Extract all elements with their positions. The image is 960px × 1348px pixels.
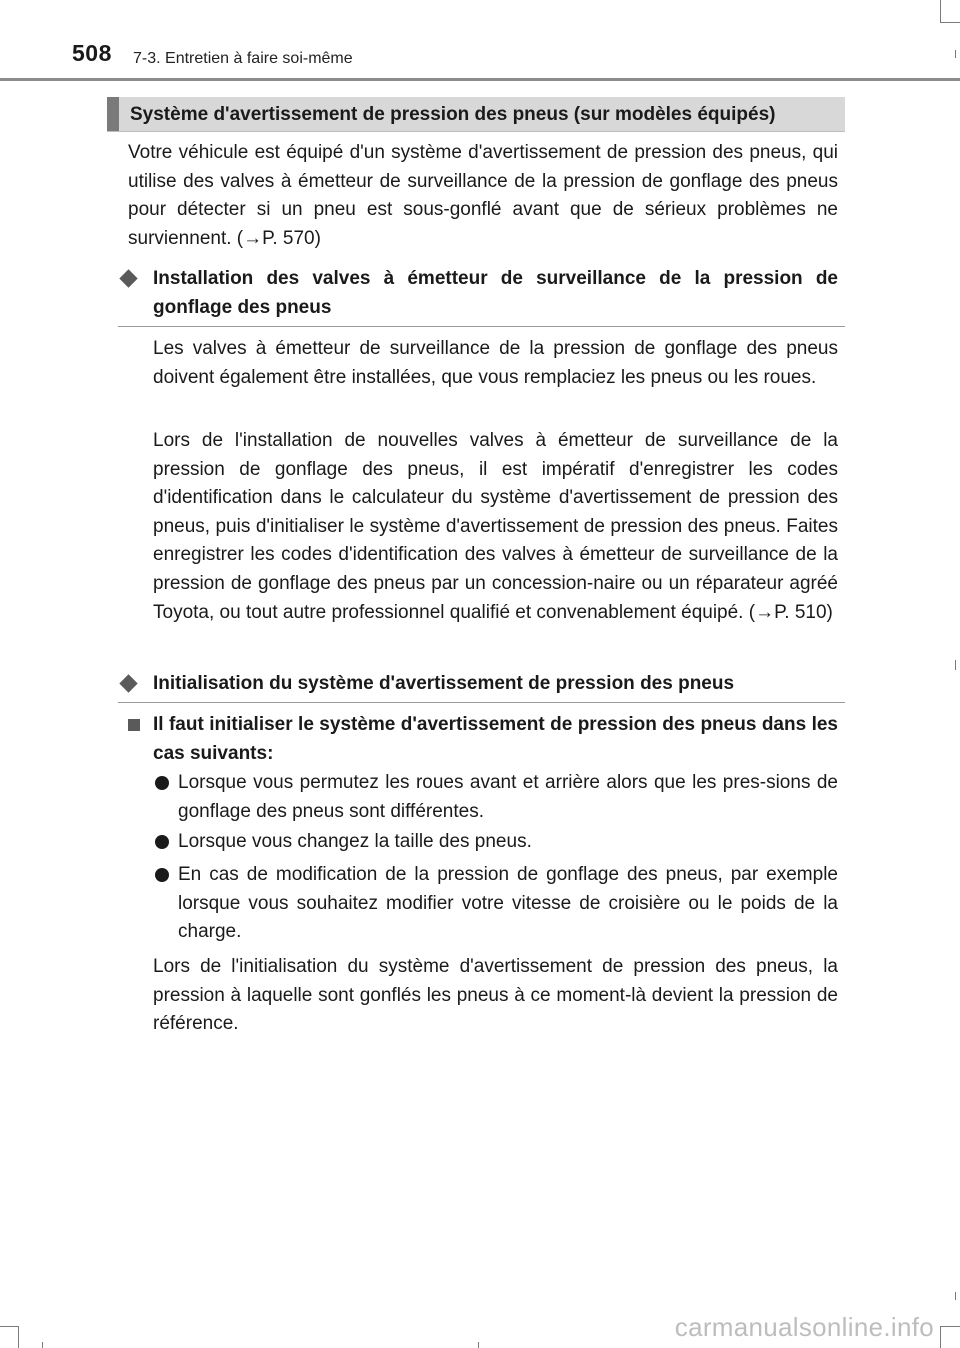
square-bullet-icon xyxy=(128,719,140,731)
section-title-accent xyxy=(107,97,119,131)
installation-paragraph-1: Les valves à émetteur de surveillance de la pression de gonflage des pneus doivent également être installées, que vous remplaciez les pneus ou les roues. xyxy=(153,338,838,388)
subsection-divider xyxy=(118,326,845,327)
diamond-bullet-icon xyxy=(119,674,137,692)
condition-heading: Il faut initialiser le système d'avertissement de pression des pneus dans les cas suivants: xyxy=(153,714,838,764)
list-item: Lorsque vous permutez les roues avant et arrière alors que les pres-sions de gonflage des pneus sont différentes. xyxy=(178,772,838,822)
bullet-dot-icon xyxy=(155,776,169,790)
installation-paragraph-2: Lors de l'installation de nouvelles valves à émetteur de surveillance de la pression de gonflage des pneus, il est impératif d'enregistrer les codes d'identification dans le calculateur du système d'avertissement de pression des pneus, puis d'initialiser le système d'avertissement de pression des pneus. Faites enregistrer les codes d'identification des valves à émetteur de surveillance de la pression de gonflage des pneus par un concession-naire ou un réparateur agréé Toyota, ou tout autre professionnel qualifié et convenablement équipé. (→P. 510) xyxy=(153,430,838,623)
header-divider xyxy=(0,78,960,81)
list-item: En cas de modification de la pression de gonflage des pneus, par exemple lorsque vous souhaitez modifier votre vitesse de croisière ou le poids de la charge. xyxy=(178,864,838,943)
intro-paragraph: Votre véhicule est équipé d'un système d'avertissement de pression des pneus, qui utilise des valves à émetteur de surveillance de la pression de gonflage des pneus pour détecter si un pneu est sous-gonflé avant que de sérieux problèmes ne surviennent. (→P. 570) xyxy=(128,142,838,249)
diamond-bullet-icon xyxy=(119,269,137,287)
list-item: Lorsque vous changez la taille des pneus. xyxy=(178,831,532,852)
subsection-heading-installation: Installation des valves à émetteur de surveillance de la pression de gonflage des pneus xyxy=(153,268,838,318)
section-title: Système d'avertissement de pression des pneus (sur modèles équipés) xyxy=(130,104,776,125)
subsection-heading-initialisation: Initialisation du système d'avertissement de pression des pneus xyxy=(153,673,735,694)
crop-mark xyxy=(0,1326,18,1327)
crop-mark xyxy=(42,1342,43,1348)
bullet-dot-icon xyxy=(155,835,169,849)
crop-mark xyxy=(955,50,956,58)
crop-mark xyxy=(955,660,956,670)
crop-mark xyxy=(955,1292,956,1300)
subsection-divider xyxy=(118,702,845,703)
crop-mark xyxy=(940,1326,941,1348)
closing-paragraph: Lors de l'initialisation du système d'avertissement de pression des pneus, la pression à laquelle sont gonflés les pneus à ce moment-là devient la pression de référence. xyxy=(153,956,838,1035)
crop-mark xyxy=(940,1326,960,1327)
crop-mark xyxy=(18,1326,19,1348)
crop-mark xyxy=(940,22,960,23)
chapter-title: 7-3. Entretien à faire soi-même xyxy=(133,50,353,67)
crop-mark xyxy=(478,1342,479,1348)
watermark: carmanualsonline.info xyxy=(674,1312,934,1342)
crop-mark xyxy=(940,0,941,22)
page-number: 508 xyxy=(72,40,112,66)
bullet-dot-icon xyxy=(155,868,169,882)
